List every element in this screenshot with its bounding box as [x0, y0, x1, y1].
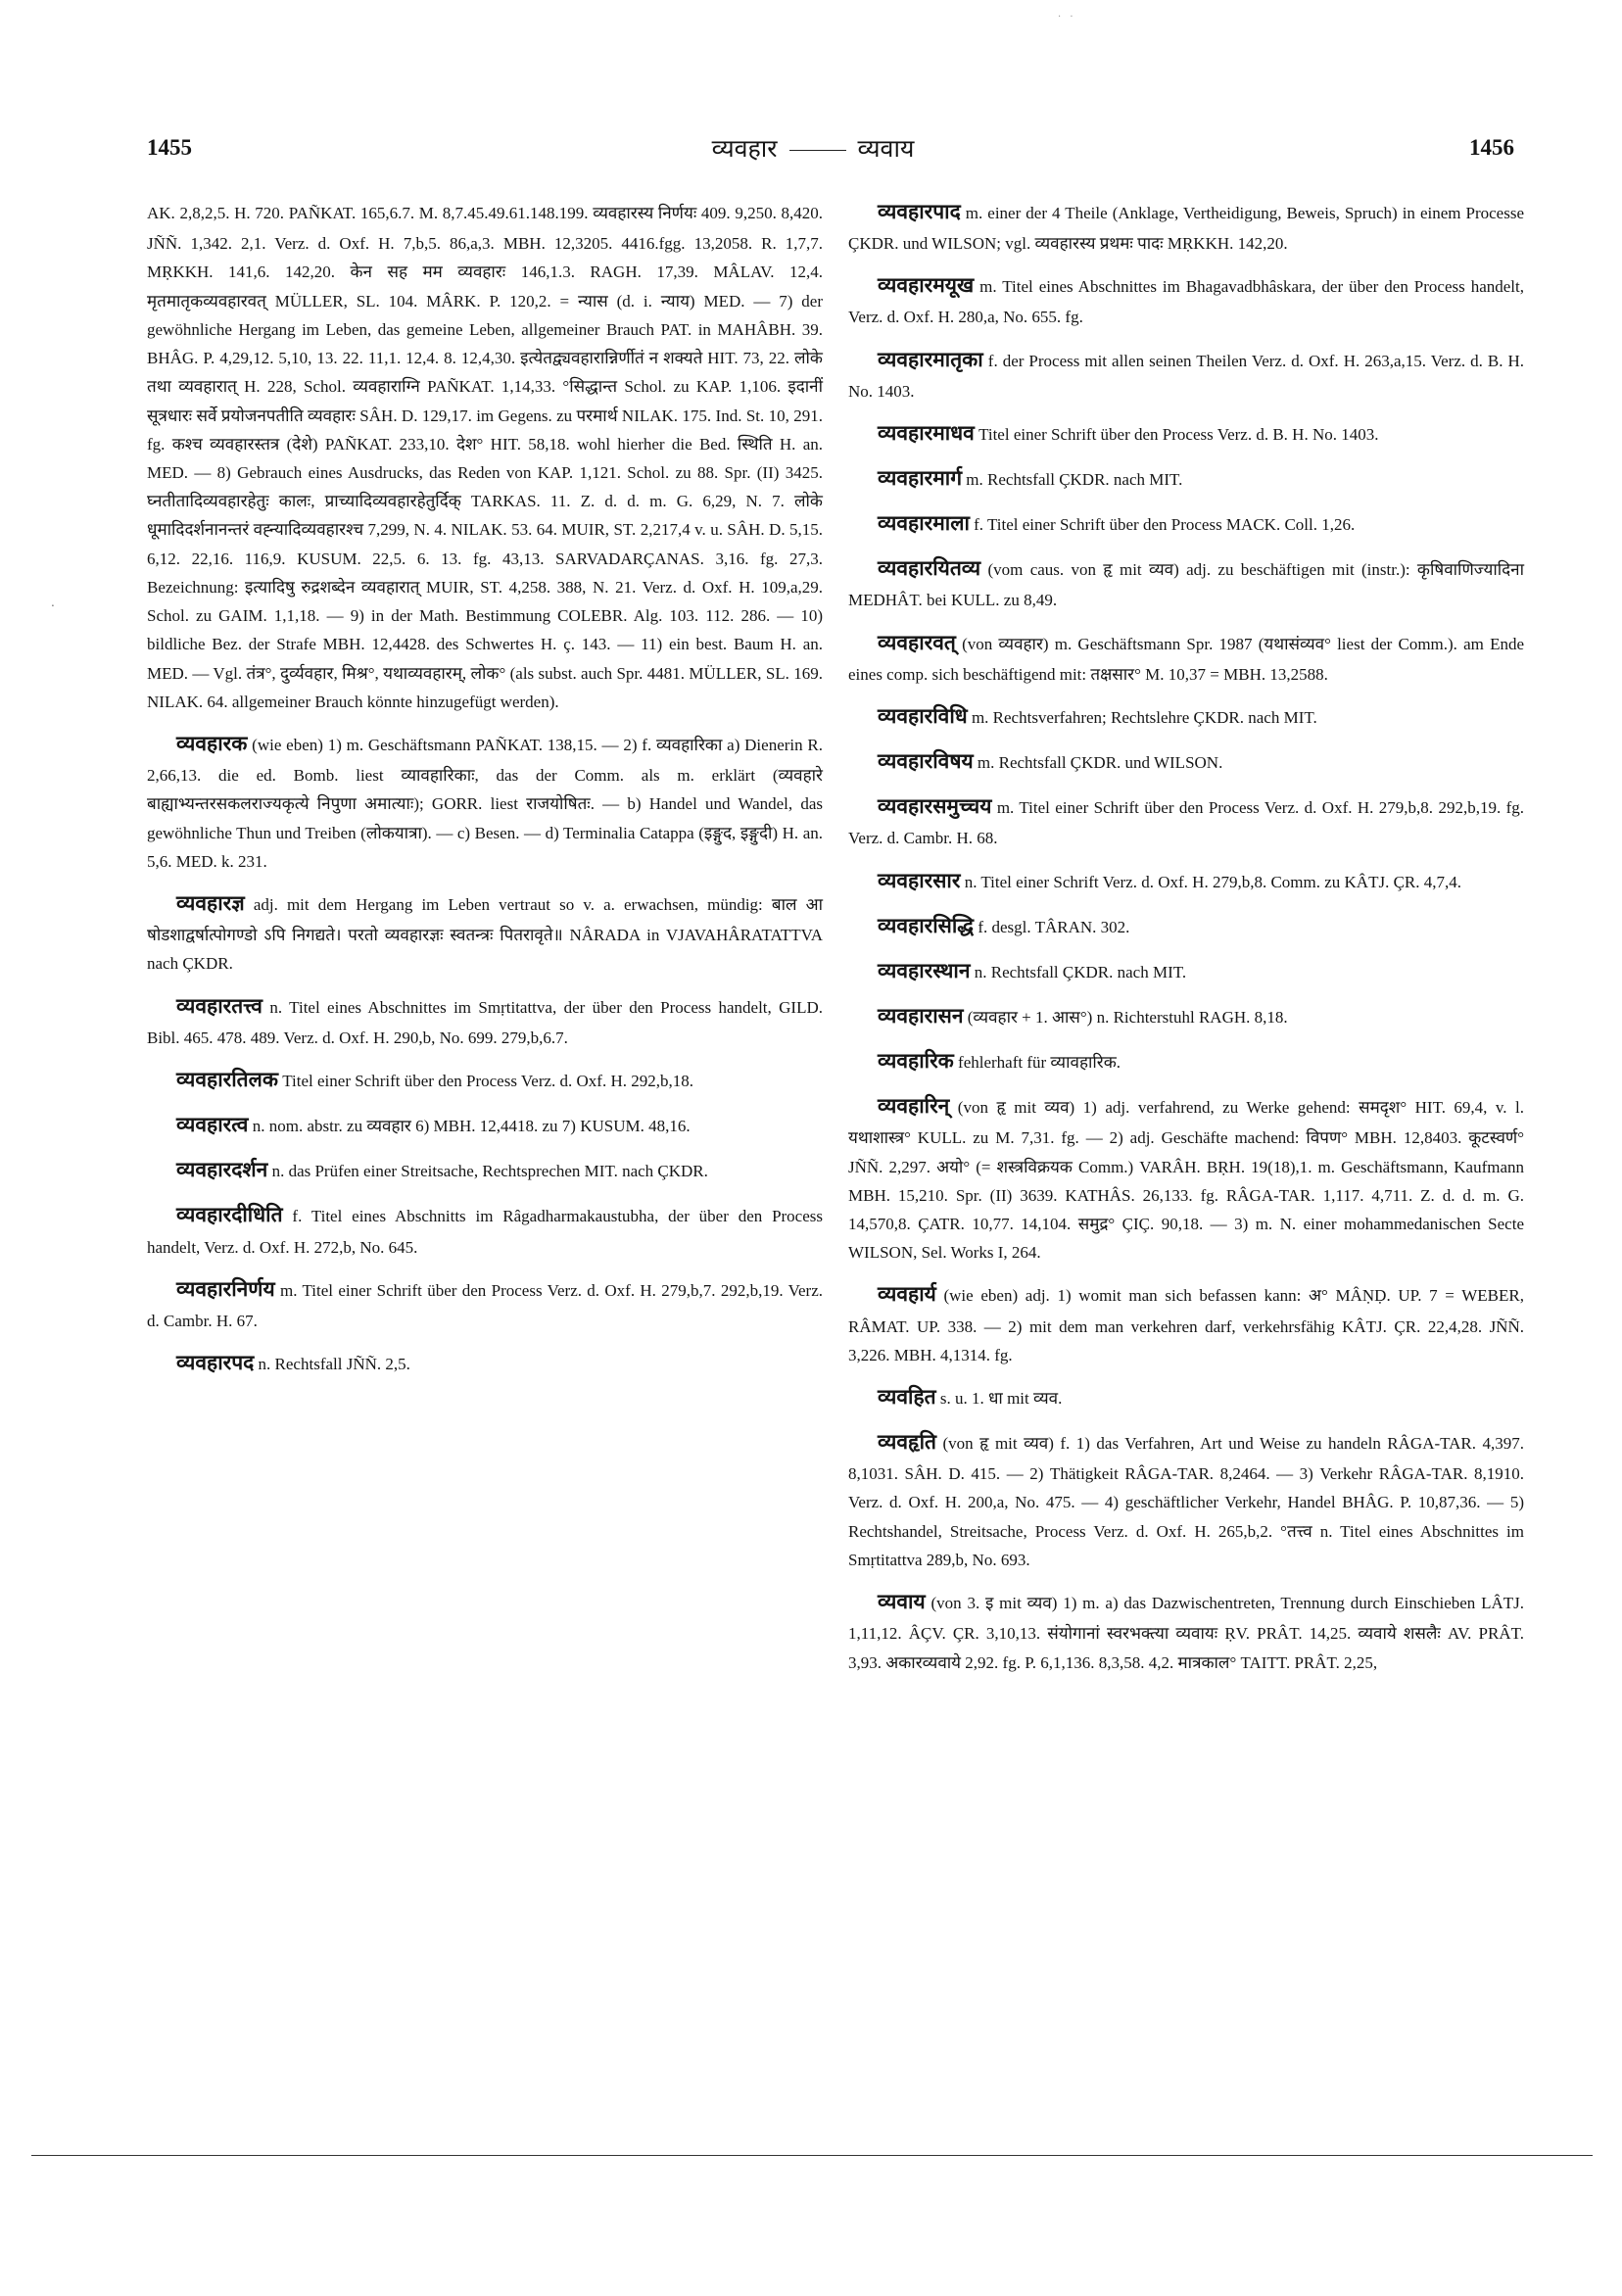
entry-text: n. Titel einer Schrift Verz. d. Oxf. H. 279,b,8. Comm. zu KÂTJ. ÇR. 4,7,4. [964, 872, 1462, 891]
dictionary-entry [848, 194, 1524, 258]
entry-headword: व्यवहारस्थान [878, 958, 971, 982]
entry-text: (wie eben) 1) m. Geschäftsmann PAÑKAT. 138,15. — 2) f. व्यवहारिका a) Dienerin R. 2,66,13. die ed. Bomb. liest व्यावहारिकाः, das der Comm. als m. erklärt (व्यवहारे बाह्याभ्यन्तरसकलराज्यकृत्ये निपुणा अमात्याः); GORR. liest राजयोषितः. — b) Handel und Wandel, das gewöhnliche Thun und Treiben (लोकयात्रा). — c) Besen. — d) Terminalia Catappa (इङ्गुद, इङ्गुदी) H. an. 5,6. MED. k. 231. [147, 736, 824, 871]
entry-text: fehlerhaft für व्यावहारिक. [958, 1053, 1121, 1073]
entry-headword: व्यवहारसमुच्चय [878, 794, 992, 819]
entry-headword: व्यवाय [878, 1590, 926, 1614]
entry-headword: व्यवहारसार [878, 868, 961, 892]
entry-headword: व्यवहारिन् [878, 1094, 950, 1119]
entry-text: n. nom. abstr. zu व्यवहार 6) MBH. 12,4418. zu 7) KUSUM. 48,16. [252, 1117, 691, 1136]
running-head [607, 131, 1019, 165]
entry-headword: व्यवहारतिलक [176, 1068, 278, 1092]
dictionary-entry [848, 998, 1524, 1033]
entry-text: m. Titel eines Abschnittes im Bhagavadbhâskara, der über den Process handelt, Verz. d. Oxf. H. 280,a, No. 655. fg. [848, 277, 1524, 327]
entry-text: m. Titel einer Schrift über den Process Verz. d. Oxf. H. 279,b,7. 292,b,19. Verz. d. Cambr. H. 67. [147, 1280, 823, 1330]
margin-mark: . [51, 596, 55, 609]
entry-text: s. u. 1. धा mit व्यव. [939, 1389, 1063, 1409]
entry-headword: व्यवहारयितव्य [878, 556, 981, 581]
dictionary-entry [147, 1152, 823, 1187]
entry-headword: व्यवहारपाद [878, 200, 961, 223]
dictionary-entry [147, 1271, 823, 1335]
running-head-dash [789, 150, 846, 151]
entry-text: (wie eben) adj. 1) womit man sich befassen kann: अ° MÂṆḌ. UP. 7 = WEBER, RÂMAT. UP. 338. — 2) mit dem man verkehren darf, verkehrsfähig KÂTJ. ÇR. 22,4,28. JÑÑ. 3,226. MBH. 4,1314. fg. [848, 1286, 1524, 1364]
scan-mark: · · [1058, 12, 1076, 23]
entry-text: n. Titel eines Abschnittes im Smṛtitattva, der über den Process handelt, GILD. Bibl. 465. 478. 489. Verz. d. Oxf. H. 290,b, No. 699. 279,b,6.7. [147, 997, 824, 1047]
entry-headword: व्यवहारनिर्णय [176, 1276, 275, 1301]
left-column [147, 194, 823, 1390]
entry-headword: व्यवहारदर्शन [176, 1158, 268, 1182]
dictionary-entry [147, 1062, 823, 1097]
entry-text: f. desgl. TÂRAN. 302. [978, 917, 1130, 936]
dictionary-entry [848, 415, 1524, 451]
dictionary-entry [848, 460, 1524, 496]
entry-text: f. der Process mit allen seinen Theilen Verz. d. Oxf. H. 263,a,15. Verz. d. B. H. No. 1403. [848, 351, 1525, 401]
dictionary-entry [147, 194, 823, 716]
entry-text: m. einer der 4 Theile (Anklage, Vertheidigung, Beweis, Spruch) in einem Processe ÇKDR. und WILSON; vgl. व्यवहारस्य प्रथमः पादः MṚKKH. 142,20. [848, 204, 1524, 254]
dictionary-entry [848, 267, 1524, 331]
entry-text: (von व्यवहार) m. Geschäftsmann Spr. 1987 (यथासंव्यव° liest der Comm.). am Ende eines comp. sich beschäftigend mit: तक्षसार° M. 10,37 = MBH. 13,2588. [848, 634, 1524, 684]
dictionary-entry [147, 988, 823, 1052]
dictionary-entry [848, 953, 1524, 988]
entry-text: m. Rechtsfall ÇKDR. und WILSON. [977, 753, 1223, 773]
dictionary-entry [848, 789, 1524, 852]
dictionary-entry [848, 1088, 1524, 1267]
entry-headword: व्यवहारपद [176, 1351, 255, 1375]
page-number-right: 1456 [1469, 135, 1514, 160]
dictionary-entry [848, 342, 1524, 406]
dictionary-entry [848, 1379, 1524, 1414]
dictionary-entry [147, 1197, 823, 1261]
entry-text: f. Titel eines Abschnitts im Râgadharmakaustubha, der über den Process handelt, Verz. d. Oxf. H. 272,b, No. 645. [147, 1207, 824, 1257]
entry-text: n. Rechtsfall JÑÑ. 2,5. [258, 1355, 410, 1374]
dictionary-entry [147, 726, 823, 876]
entry-headword: व्यवहारासन [878, 1003, 964, 1028]
entry-text: AK. 2,8,2,5. H. 720. PAÑKAT. 165,6.7. M. 8,7.45.49.61.148.199. व्यवहारस्य निर्णयः 409. 9,250. 8,420. JÑÑ. 1,342. 2,1. Verz. d. Oxf. H. 7,b,5. 86,a,3. MBH. 12,3205. 4416.fgg. 13,2058. R. 1,7,7. MṚKKH. 141,6. 142,20. केन सह मम व्यवहारः 146,1.3. RAGH. 17,39. MÂLAV. 12,4. मृतमातृकव्यवहारवत् MÜLLER, SL. 104. MÂRK. P. 120,2. = न्यास (d. i. न्याय) MED. — 7) der gewöhnliche Hergang im Leben, das gemeine Leben, allgemeiner Brauch PAT. in MAHÂBH. 39. BHÂG. P. 4,29,12. 5,10, 13. 22. 11,1. 12,4. 8. 12,4,30. इत्येतद्व्यवहारान्निर्णीतं न शक्यते HIT. 73, 22. लोके तथा व्यवहारात् H. 228, Schol. व्यवहाराग्नि PAÑKAT. 1,14,33. °सिद्धान्त Schol. zu KAP. 1,106. इदानीं सूत्रधारः सर्वे प्रयोजनपतीति व्यवहारः SÂH. D. 129,17. im Gegens. zu परमार्थ NILAK. 175. Ind. St. 10, 291. fg. कश्च व्यवहारस्तत्र (देशे) PAÑKAT. 233,10. देश° HIT. 58,18. wohl hierher die Bed. स्थिति H. an. MED. — 8) Gebrauch eines Ausdrucks, das Reden von KAP. 1,121. Schol. zu 88. Spr. (II) 3425. घ्नतीतादिव्यवहारहेतुः कालः, प्राच्यादिव्यवहारहेतुर्दिक् TARKAS. 11. Z. d. d. m. G. 6,29, N. 7. लोके धूमादिदर्शनानन्तरं वह्न्यादिव्यवहारश्च 7,299, N. 4. NILAK. 53. 64. MUIR, ST. 2,217,4 v. u. SÂH. D. 5,15. 6,12. 22,16. 116,9. KUSUM. 22,5. 6. 13. fg. 43,13. SARVADARÇANAS. 3,16. fg. 27,3. Bezeichnung: इत्यादिषु रुद्रशब्देन व्यवहारात् MUIR, ST. 4,258. 388, N. 21. Verz. d. Oxf. H. 109,a,29. Schol. zu GAIM. 1,1,18. — 9) in der Math. Bestimmung COLEBR. Alg. 103. 112. 286. — 10) bildliche Bez. der Strafe MBH. 12,4428. des Schwertes H. ç. 143. — 11) ein best. Baum H. an. MED. — Vgl. तंत्र°, दुर्व्यवहार, मिश्र°, यथाव्यवहारम्, लोक° (als subst. auch Spr. 4481. MÜLLER, SL. 169. NILAK. 64. allgemeiner Brauch könnte hinzugefügt werden). [147, 204, 823, 711]
entry-headword: व्यवहारमातृका [878, 347, 983, 371]
entry-text: m. Titel einer Schrift über den Process Verz. d. Oxf. H. 279,b,8. 292,b,19. fg. Verz. d. Cambr. H. 68. [848, 798, 1524, 848]
dictionary-entry [147, 885, 823, 979]
running-head-left: व्यवहार [711, 134, 778, 163]
dictionary-entry [848, 1276, 1524, 1369]
entry-headword: व्यवहारमयूख [878, 273, 975, 298]
entry-headword: व्यवहृति [878, 1430, 936, 1455]
entry-text: Titel einer Schrift über den Process Verz. d. Oxf. H. 292,b,18. [282, 1072, 693, 1091]
entry-text: adj. mit dem Hergang im Leben vertraut so v. a. erwachsen, mündig: बाल आ षोडशाद्वर्षात्पोगण्डो ऽपि निगद्यते। परतो व्यवहारज्ञः स्वतन्त्रः पितरावृते॥ NÂRADA in VJAVAHÂRATATTVA nach ÇKDR. [147, 895, 824, 974]
dictionary-entry [848, 1424, 1524, 1574]
entry-text: (von 3. इ mit व्यव) 1) m. a) das Dazwischentreten, Trennung durch Einschieben LÂTJ. 1,11,12. ÂÇV. ÇR. 3,10,13. संयोगानां स्वरभक्त्या व्यवायः ṚV. PRÂT. 14,25. व्यवाये शसलैः AV. PRÂT. 3,93. अकारव्यवाये 2,92. fg. P. 6,1,136. 8,3,58. 4,2. मात्रकाल° TAITT. PRÂT. 2,25, [848, 1594, 1524, 1672]
dictionary-entry [147, 1345, 823, 1380]
entry-headword: व्यवहारमार्ग [878, 466, 963, 491]
bottom-rule [31, 2155, 1593, 2156]
entry-headword: व्यवहित [878, 1385, 936, 1410]
entry-text: (vom caus. von हृ mit व्यव) adj. zu beschäftigen mit (instr.): कृषिवाणिज्यादिना MEDHÂT. bei KULL. zu 8,49. [848, 560, 1524, 610]
entry-headword: व्यवहारक [176, 732, 248, 756]
right-column [848, 194, 1524, 1687]
entry-headword: व्यवहारविधि [878, 704, 968, 729]
entry-headword: व्यवहारमाला [878, 511, 970, 536]
entry-headword: व्यवहारवत् [878, 630, 956, 654]
dictionary-entry [848, 1584, 1524, 1677]
entry-headword: व्यवहारविषय [878, 749, 974, 774]
page-number-left: 1455 [147, 135, 192, 160]
entry-headword: व्यवहारिक [878, 1049, 954, 1074]
entry-headword: व्यवहारतत्त्व [176, 993, 262, 1018]
entry-text: Titel einer Schrift über den Process Verz. d. B. H. No. 1403. [978, 425, 1379, 445]
dictionary-entry [147, 1107, 823, 1142]
running-head-right: व्यवाय [857, 134, 915, 163]
entry-text: f. Titel einer Schrift über den Process MACK. Coll. 1,26. [974, 515, 1356, 535]
dictionary-entry [848, 1043, 1524, 1078]
dictionary-entry [848, 505, 1524, 541]
entry-text: m. Rechtsfall ÇKDR. nach MIT. [966, 470, 1183, 490]
entry-headword: व्यवहार्य [878, 1282, 936, 1307]
entry-text: (व्यवहार + 1. आस°) n. Richterstuhl RAGH. 8,18. [967, 1007, 1288, 1027]
entry-headword: व्यवहारमाधव [878, 421, 975, 446]
entry-text: (von हृ mit व्यव) 1) adj. verfahrend, zu Werke gehend: समदृश° HIT. 69,4, v. l. यथाशास्त्र° KULL. zu M. 7,31. fg. — 2) adj. Geschäfte machend: विपण° MBH. 12,8403. कूटस्वर्ण° JÑÑ. 2,297. अयो° (= शस्त्रविक्रयक Comm.) VARÂH. BṚH. 19(18),1. m. Geschäftsmann, Kaufmann MBH. 15,210. Spr. (II) 3639. KATHÂS. 26,133. fg. RÂGA-TAR. 1,117. 4,711. Z. d. d. m. G. 14,570,8. ÇATR. 10,77. 14,104. समुद्र° ÇIÇ. 90,18. — 3) m. N. einer mohammedanischen Secte WILSON, Sel. Works I, 264. [848, 1098, 1524, 1263]
dictionary-entry [848, 698, 1524, 734]
entry-headword: व्यवहारदीधिति [176, 1203, 283, 1227]
dictionary-entry [848, 743, 1524, 779]
entry-text: n. Rechtsfall ÇKDR. nach MIT. [974, 962, 1187, 981]
entry-headword: व्यवहारत्व [176, 1113, 249, 1137]
dictionary-entry [848, 908, 1524, 943]
entry-text: n. das Prüfen einer Streitsache, Rechtsprechen MIT. nach ÇKDR. [271, 1162, 708, 1181]
dictionary-entry [848, 550, 1524, 614]
entry-text: (von हृ mit व्यव) f. 1) das Verfahren, Art und Weise zu handeln RÂGA-TAR. 4,397. 8,1031. SÂH. D. 415. — 2) Thätigkeit RÂGA-TAR. 8,2464. — 3) Verkehr RÂGA-TAR. 8,1910. Verz. d. Oxf. H. 200,a, No. 475. — 4) geschäftlicher Verkehr, Handel BHÂG. P. 10,87,36. — 5) Rechtshandel, Streitsache, Process Verz. d. Oxf. H. 265,b,2. °तत्त्व n. Titel eines Abschnittes im Smṛtitattva 289,b, No. 693. [848, 1434, 1525, 1569]
dictionary-entry [848, 625, 1524, 689]
entry-headword: व्यवहारसिद्धि [878, 913, 975, 937]
entry-headword: व्यवहारज्ञ [176, 891, 245, 916]
dictionary-entry [848, 863, 1524, 898]
entry-text: m. Rechtsverfahren; Rechtslehre ÇKDR. nach MIT. [971, 708, 1317, 728]
